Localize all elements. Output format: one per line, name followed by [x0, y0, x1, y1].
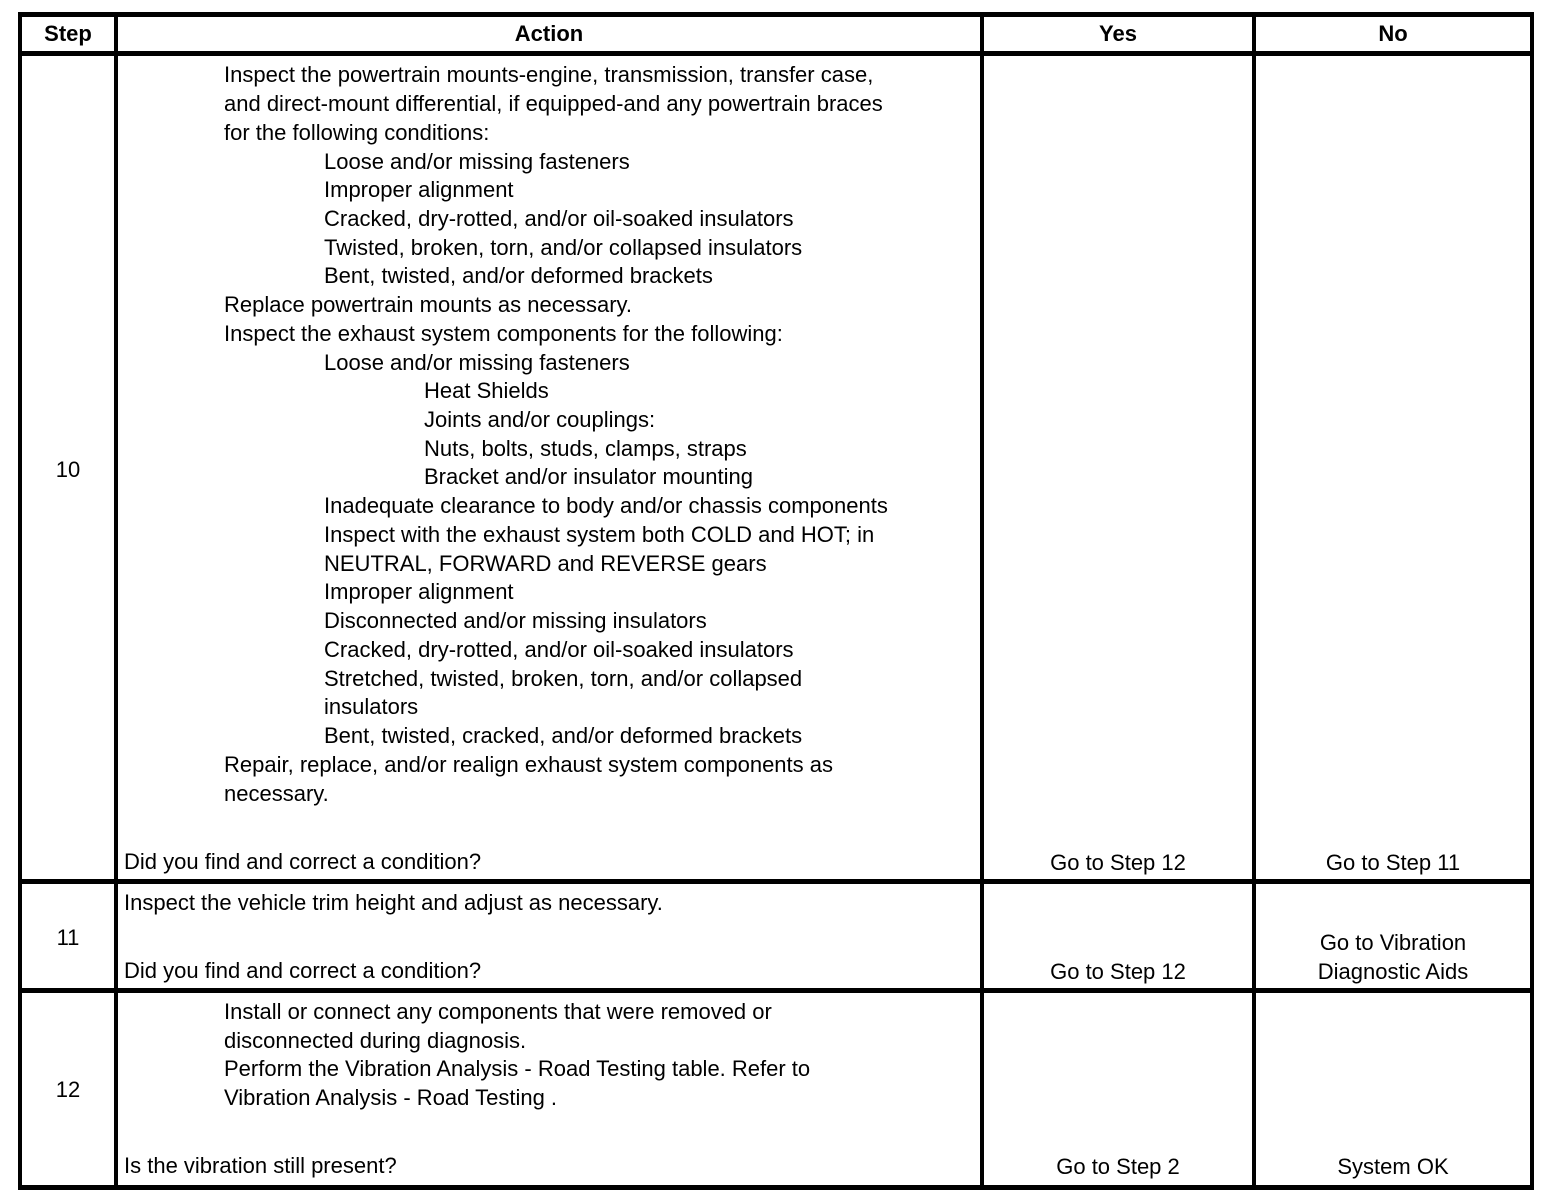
action-line: Stretched, twisted, broken, torn, and/or collapsed — [324, 666, 803, 691]
action-line: Inspect the vehicle trim height and adjust as necessary. — [124, 890, 663, 915]
action-line: Inspect the exhaust system components for the following: — [224, 321, 783, 346]
no-result: Go to Step 11 — [1325, 850, 1461, 875]
action-line: Replace powertrain mounts as necessary. — [224, 292, 633, 317]
action-line: Disconnected and/or missing insulators — [324, 608, 707, 633]
action-line: Bracket and/or insulator mounting — [424, 464, 753, 489]
yes-result: Go to Step 12 — [1050, 850, 1186, 875]
action-line: Repair, replace, and/or realign exhaust system components as — [224, 752, 833, 777]
action-line: Improper alignment — [324, 177, 514, 202]
table-border-bottom — [18, 1185, 1534, 1190]
action-line: Bent, twisted, cracked, and/or deformed brackets — [324, 723, 803, 748]
no-result-line2: Diagnostic Aids — [1317, 959, 1469, 984]
action-line: Joints and/or couplings: — [424, 407, 656, 432]
header-action: Action — [514, 21, 584, 46]
action-question: Is the vibration still present? — [124, 1153, 397, 1178]
action-line: Vibration Analysis - Road Testing . — [224, 1085, 558, 1110]
header-yes: Yes — [1099, 21, 1137, 46]
column-divider — [114, 12, 118, 1190]
action-line: Nuts, bolts, studs, clamps, straps — [424, 436, 747, 461]
action-line: Loose and/or missing fasteners — [324, 350, 630, 375]
diagnostic-table — [18, 12, 1534, 1190]
action-line: NEUTRAL, FORWARD and REVERSE gears — [324, 551, 767, 576]
yes-result: Go to Step 12 — [1050, 959, 1186, 984]
action-line: Inspect with the exhaust system both COLD and HOT; in — [324, 522, 875, 547]
step-number: 10 — [55, 457, 81, 482]
action-line: Install or connect any components that were removed or — [224, 999, 772, 1024]
action-line: Perform the Vibration Analysis - Road Testing table. Refer to — [224, 1056, 811, 1081]
step-number: 12 — [55, 1077, 81, 1102]
header-divider — [18, 51, 1534, 56]
action-line: Inadequate clearance to body and/or chassis components — [324, 493, 888, 518]
action-line: necessary. — [224, 781, 329, 806]
column-divider — [1252, 12, 1256, 1190]
step-number: 11 — [56, 925, 80, 950]
table-border-top — [18, 12, 1534, 17]
action-line: Bent, twisted, and/or deformed brackets — [324, 263, 713, 288]
no-result-line1: Go to Vibration — [1319, 930, 1467, 955]
action-line: Loose and/or missing fasteners — [324, 149, 630, 174]
action-line: Twisted, broken, torn, and/or collapsed insulators — [324, 235, 803, 260]
action-line: disconnected during diagnosis. — [224, 1028, 527, 1053]
column-divider — [980, 12, 984, 1190]
no-result: System OK — [1337, 1154, 1449, 1179]
action-question: Did you find and correct a condition? — [124, 958, 482, 983]
row-divider — [18, 879, 1534, 884]
yes-result: Go to Step 2 — [1056, 1154, 1180, 1179]
table-border-right — [1530, 12, 1534, 1190]
action-line: Inspect the powertrain mounts-engine, transmission, transfer case, — [224, 62, 874, 87]
action-line: insulators — [324, 694, 419, 719]
header-step: Step — [44, 21, 92, 46]
action-line: Cracked, dry-rotted, and/or oil-soaked insulators — [324, 637, 794, 662]
row-divider — [18, 988, 1534, 993]
action-question: Did you find and correct a condition? — [124, 849, 482, 874]
action-line: Heat Shields — [424, 378, 549, 403]
action-line: Cracked, dry-rotted, and/or oil-soaked insulators — [324, 206, 794, 231]
header-no: No — [1378, 21, 1408, 46]
table-border-left — [18, 12, 22, 1190]
action-line: Improper alignment — [324, 579, 514, 604]
action-line: for the following conditions: — [224, 120, 490, 145]
action-line: and direct-mount differential, if equipped-and any powertrain braces — [224, 91, 883, 116]
